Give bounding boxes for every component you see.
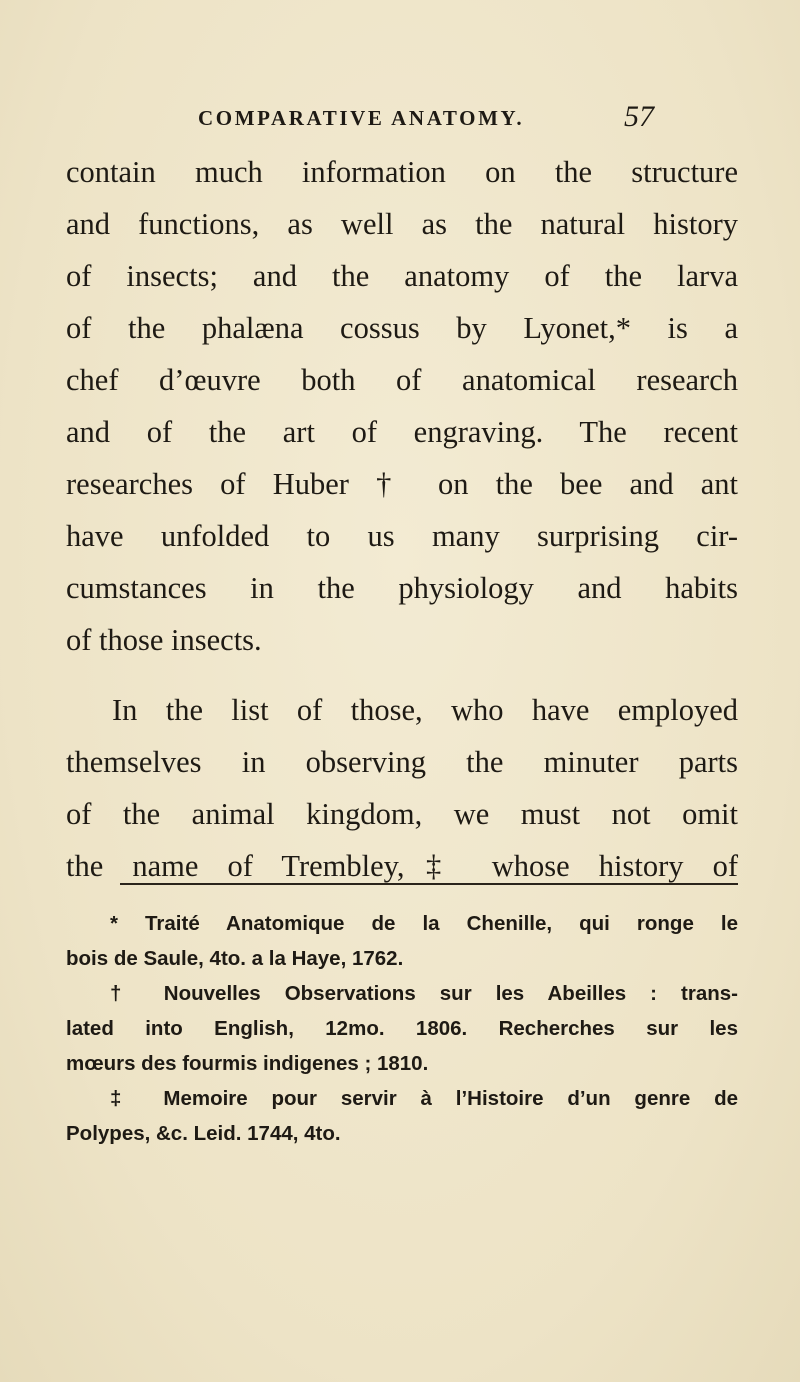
text-line: and of the art of engraving. The recent [66, 415, 738, 449]
text-line: have unfolded to us many surprising cir- [66, 519, 738, 553]
page-number: 57 [624, 100, 654, 133]
footnote-line: † Nouvelles Observations sur les Abeilles : trans- [110, 982, 738, 1005]
text-line: of the animal kingdom, we must not omit [66, 797, 738, 831]
text-line: and functions, as well as the natural history [66, 207, 738, 241]
footnote-line: bois de Saule, 4to. a la Haye, 1762. [66, 947, 404, 970]
text-line: themselves in observing the minuter parts [66, 745, 738, 779]
text-line: the name of Trembley,‡ whose history of [66, 849, 738, 883]
footnote-line: mœurs des fourmis indigenes ; 1810. [66, 1052, 429, 1075]
footnote-line: Polypes, &c. Leid. 1744, 4to. [66, 1122, 341, 1145]
footnotes [66, 906, 738, 1151]
running-title: COMPARATIVE ANATOMY. [198, 106, 525, 130]
text-line: contain much information on the structure [66, 155, 738, 189]
paragraph-2 [66, 684, 738, 892]
footnote-line: * Traité Anatomique de la Chenille, qui ronge le [110, 912, 738, 935]
paragraph-1 [66, 146, 738, 666]
running-head [198, 100, 658, 140]
text-line: of insects; and the anatomy of the larva [66, 259, 738, 293]
footnote-line: ‡ Memoire pour servir à l’Histoire d’un genre de [110, 1087, 738, 1110]
text-line: of those insects. [66, 623, 262, 657]
text-line: In the list of those, who have employed [112, 693, 738, 727]
body-text [66, 146, 738, 892]
text-line: researches of Huber † on the bee and ant [66, 467, 738, 501]
footnote-rule [120, 883, 738, 885]
paragraph-gap [66, 666, 738, 684]
footnote-line: lated into English, 12mo. 1806. Recherches sur les [66, 1017, 738, 1040]
text-line: of the phalæna cossus by Lyonet,* is a [66, 311, 738, 345]
text-line: chef d’œuvre both of anatomical research [66, 363, 738, 397]
text-line: cumstances in the physiology and habits [66, 571, 738, 605]
